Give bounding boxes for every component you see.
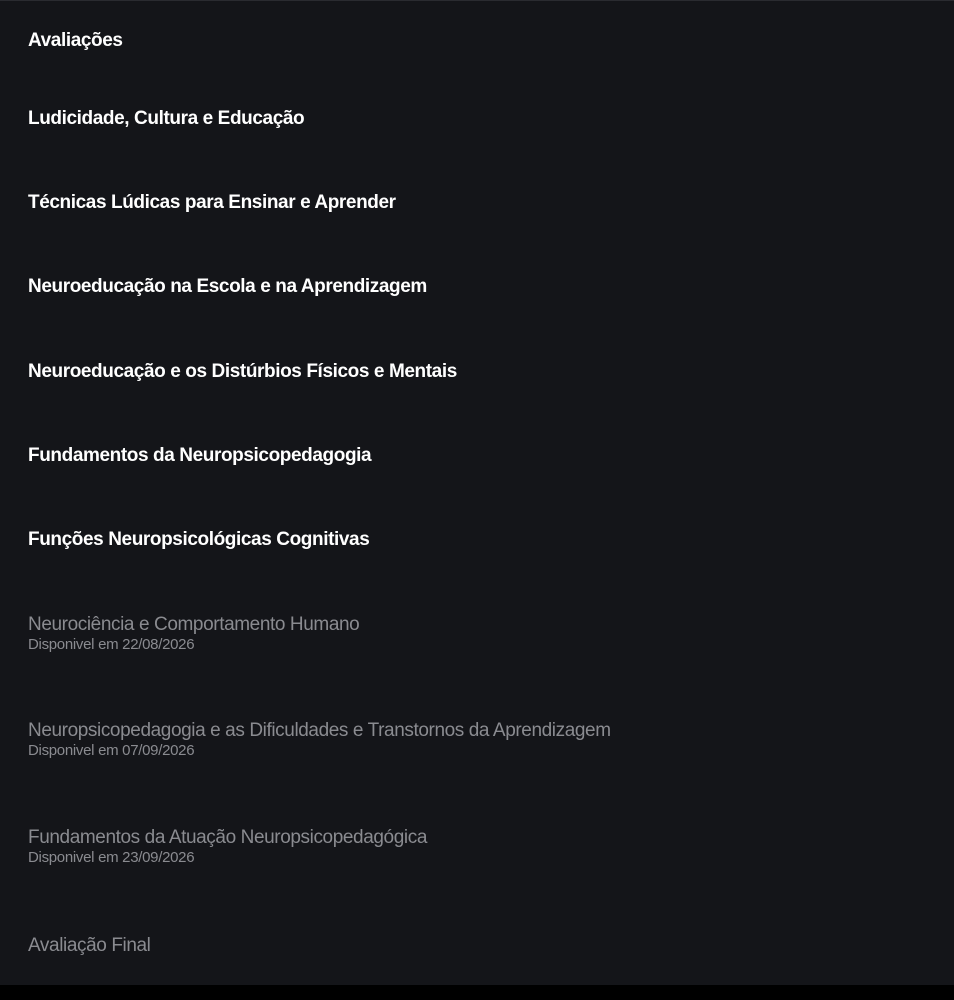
evaluation-item-neuroeducacao-disturbios[interactable] (28, 360, 457, 384)
evaluation-item-label: Técnicas Lúdicas para Ensinar e Aprender (28, 192, 396, 213)
evaluation-item-fundamentos-neuropsicopedagogia[interactable] (28, 444, 371, 468)
evaluation-item-label: Avaliação Final (28, 935, 151, 956)
evaluation-item-label: Ludicidade, Cultura e Educação (28, 108, 305, 129)
evaluation-item-tecnicas-ludicas[interactable] (28, 191, 396, 215)
section-title: Avaliações (28, 30, 123, 51)
evaluation-item-label: Fundamentos da Neuropsicopedagogia (28, 445, 372, 466)
availability-date: Disponivel em 07/09/2026 (28, 742, 195, 759)
availability-date: Disponivel em 22/08/2026 (28, 636, 195, 653)
evaluation-item-label: Fundamentos da Atuação Neuropsicopedagógica (28, 827, 427, 848)
evaluation-item-label: Funções Neuropsicológicas Cognitivas (28, 529, 370, 550)
evaluation-item-avaliacao-final[interactable] (28, 934, 151, 958)
evaluation-item-atuacao-neuropsicopedagogica[interactable] (28, 826, 427, 867)
evaluation-item-dificuldades-transtornos[interactable] (28, 719, 611, 760)
evaluation-item-label: Neuropsicopedagogia e as Dificuldades e Transtornos da Aprendizagem (28, 720, 611, 741)
availability-date: Disponivel em 23/09/2026 (28, 849, 195, 866)
evaluation-item-ludicidade[interactable] (28, 107, 304, 131)
evaluation-item-label: Neuroeducação na Escola e na Aprendizagem (28, 276, 427, 297)
evaluation-item-neurociencia[interactable] (28, 613, 359, 654)
evaluation-item-funcoes-neuropsicologicas[interactable] (28, 528, 369, 552)
evaluation-item-neuroeducacao-escola[interactable] (28, 275, 427, 299)
evaluation-item-label: Neurociência e Comportamento Humano (28, 614, 360, 635)
evaluation-item-label: Neuroeducação e os Distúrbios Físicos e Mentais (28, 361, 457, 382)
